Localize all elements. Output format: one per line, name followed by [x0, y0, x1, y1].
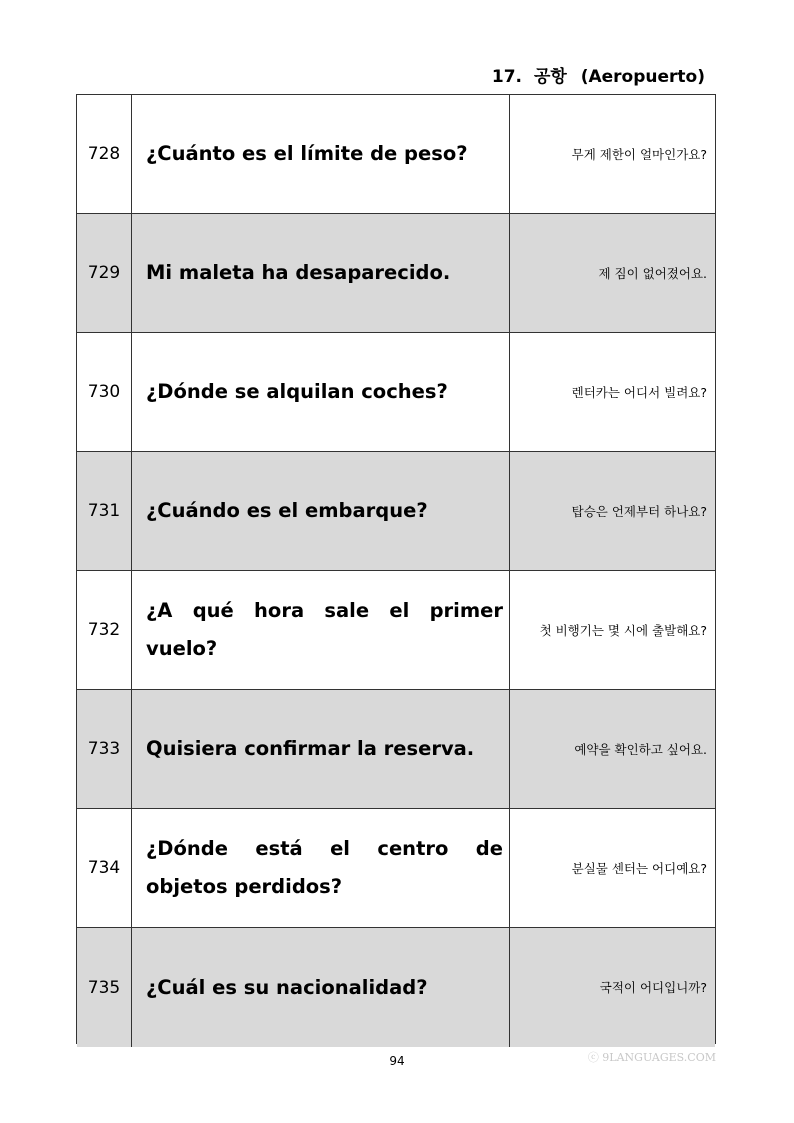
korean-translation: 탑승은 언제부터 하나요? [571, 503, 707, 519]
korean-translation: 분실물 센터는 어디예요? [571, 860, 707, 876]
page-number: 94 [389, 1054, 405, 1068]
section-topic-spanish: (Aeropuerto) [580, 67, 705, 87]
table-row [77, 571, 715, 690]
table-row [77, 452, 715, 571]
spanish-phrase: ¿Cuál es su nacionalidad? [132, 928, 510, 1047]
spanish-phrase: ¿Cuándo es el embarque? [132, 452, 510, 570]
section-header [420, 62, 705, 87]
korean-translation: 렌터카는 어디서 빌려요? [571, 384, 707, 400]
section-topic-korean: 공항 [533, 67, 567, 87]
spanish-phrase: Mi maleta ha desaparecido. [132, 214, 510, 332]
copyright-watermark: ⓒ 9LANGUAGES.COM [587, 1051, 716, 1064]
korean-translation: 국적이 어디입니까? [599, 980, 707, 995]
table-row [77, 928, 715, 1047]
table-row [77, 690, 715, 809]
table-row [77, 95, 715, 214]
phrase-number: 728 [77, 95, 132, 213]
phrase-number: 731 [77, 452, 132, 570]
phrase-table [76, 94, 716, 1044]
spanish-phrase: ¿Dónde se alquilan coches? [132, 333, 510, 451]
table-row [77, 214, 715, 333]
table-row [77, 333, 715, 452]
spanish-phrase: ¿Dónde está el centro de objetos perdidos? [132, 809, 510, 927]
phrase-number: 734 [77, 809, 132, 927]
korean-translation: 무게 제한이 얼마인가요? [571, 146, 707, 162]
korean-translation: 제 짐이 없어졌어요. [598, 265, 707, 281]
spanish-phrase: ¿Cuánto es el límite de peso? [132, 95, 510, 213]
phrase-number: 729 [77, 214, 132, 332]
table-row [77, 809, 715, 928]
phrase-number: 730 [77, 333, 132, 451]
spanish-phrase: Quisiera confirmar la reserva. [132, 690, 510, 808]
phrase-number: 733 [77, 690, 132, 808]
korean-translation: 첫 비행기는 몇 시에 출발해요? [539, 622, 707, 638]
phrase-number: 732 [77, 571, 132, 689]
spanish-phrase: ¿A qué hora sale el primer vuelo? [132, 571, 510, 689]
korean-translation: 예약을 확인하고 싶어요. [574, 741, 707, 757]
section-number: 17. [491, 67, 523, 87]
phrase-number: 735 [77, 928, 132, 1047]
